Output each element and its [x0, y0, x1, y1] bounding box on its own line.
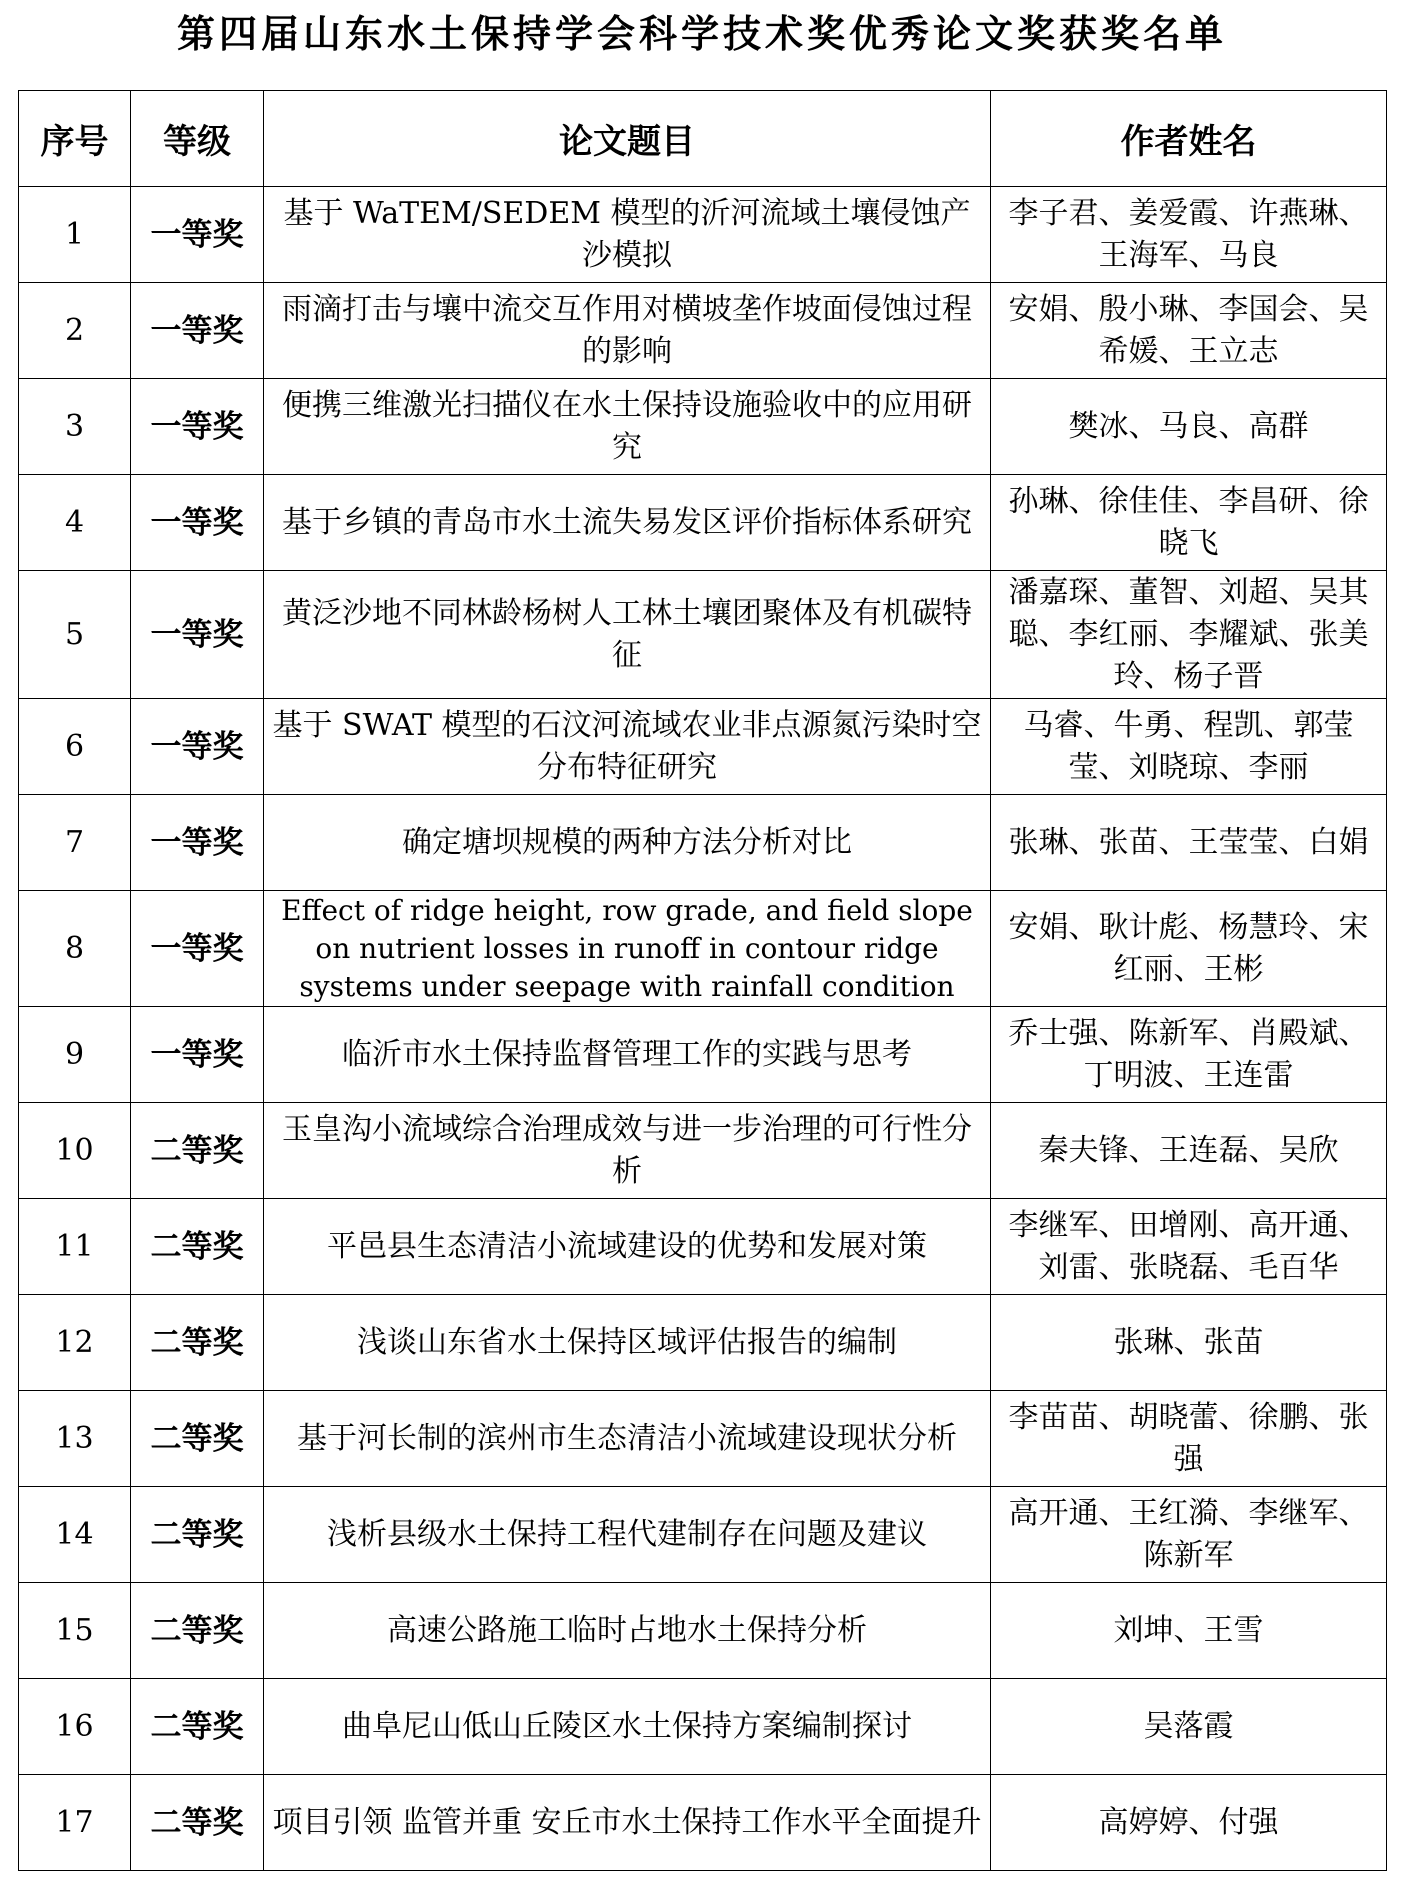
- row-level: 一等奖: [131, 795, 264, 891]
- row-number: 16: [19, 1679, 131, 1775]
- row-level: 一等奖: [131, 891, 264, 1007]
- table-row: [19, 1679, 1387, 1775]
- row-authors: 马睿、牛勇、程凯、郭莹莹、刘晓琼、李丽: [991, 699, 1387, 795]
- row-level: 二等奖: [131, 1487, 264, 1583]
- row-level: 一等奖: [131, 283, 264, 379]
- table-row: [19, 795, 1387, 891]
- header-number: 序号: [19, 91, 131, 187]
- row-level: 一等奖: [131, 1007, 264, 1103]
- row-level: 二等奖: [131, 1775, 264, 1871]
- row-paper-title: 平邑县生态清洁小流域建设的优势和发展对策: [264, 1199, 991, 1295]
- header-level: 等级: [131, 91, 264, 187]
- row-level: 二等奖: [131, 1679, 264, 1775]
- row-paper-title: 基于 SWAT 模型的石汶河流域农业非点源氮污染时空分布特征研究: [264, 699, 991, 795]
- row-paper-title: 雨滴打击与壤中流交互作用对横坡垄作坡面侵蚀过程的影响: [264, 283, 991, 379]
- row-number: 8: [19, 891, 131, 1007]
- row-number: 13: [19, 1391, 131, 1487]
- row-paper-title: 项目引领 监管并重 安丘市水土保持工作水平全面提升: [264, 1775, 991, 1871]
- row-authors: 吴落霞: [991, 1679, 1387, 1775]
- row-level: 二等奖: [131, 1583, 264, 1679]
- table-row: [19, 1103, 1387, 1199]
- row-paper-title: 临沂市水土保持监督管理工作的实践与思考: [264, 1007, 991, 1103]
- row-authors: 高开通、王红漪、李继军、陈新军: [991, 1487, 1387, 1583]
- row-number: 11: [19, 1199, 131, 1295]
- table-row: [19, 1775, 1387, 1871]
- row-number: 9: [19, 1007, 131, 1103]
- row-authors: 李子君、姜爱霞、许燕琳、王海军、马良: [991, 187, 1387, 283]
- row-authors: 安娟、殷小琳、李国会、吴希媛、王立志: [991, 283, 1387, 379]
- row-level: 一等奖: [131, 379, 264, 475]
- row-authors: 李苗苗、胡晓蕾、徐鹏、张强: [991, 1391, 1387, 1487]
- row-number: 15: [19, 1583, 131, 1679]
- row-paper-title: 基于 WaTEM/SEDEM 模型的沂河流域土壤侵蚀产沙模拟: [264, 187, 991, 283]
- row-paper-title: 浅析县级水土保持工程代建制存在问题及建议: [264, 1487, 991, 1583]
- row-paper-title: 浅谈山东省水土保持区域评估报告的编制: [264, 1295, 991, 1391]
- row-number: 1: [19, 187, 131, 283]
- row-paper-title: 基于河长制的滨州市生态清洁小流域建设现状分析: [264, 1391, 991, 1487]
- row-paper-title: Effect of ridge height, row grade, and field slope on nutrient losses in runoff in contour ridge systems under seepage with rainfall condition: [264, 891, 991, 1007]
- table-row: [19, 1391, 1387, 1487]
- row-authors: 安娟、耿计彪、杨慧玲、宋红丽、王彬: [991, 891, 1387, 1007]
- row-number: 12: [19, 1295, 131, 1391]
- table-row: [19, 1295, 1387, 1391]
- row-level: 一等奖: [131, 699, 264, 795]
- row-authors: 潘嘉琛、董智、刘超、吴其聪、李红丽、李耀斌、张美玲、杨子晋: [991, 571, 1387, 699]
- row-paper-title: 确定塘坝规模的两种方法分析对比: [264, 795, 991, 891]
- row-number: 4: [19, 475, 131, 571]
- table-row: [19, 571, 1387, 699]
- header-paper-title: 论文题目: [264, 91, 991, 187]
- table-row: [19, 187, 1387, 283]
- row-authors: 秦夫锋、王连磊、吴欣: [991, 1103, 1387, 1199]
- table-row: [19, 1199, 1387, 1295]
- table-row: [19, 475, 1387, 571]
- row-authors: 高婷婷、付强: [991, 1775, 1387, 1871]
- row-level: 一等奖: [131, 187, 264, 283]
- row-authors: 张琳、张苗: [991, 1295, 1387, 1391]
- row-number: 7: [19, 795, 131, 891]
- table-row: [19, 1487, 1387, 1583]
- row-level: 一等奖: [131, 571, 264, 699]
- row-number: 14: [19, 1487, 131, 1583]
- row-authors: 刘坤、王雪: [991, 1583, 1387, 1679]
- row-authors: 李继军、田增刚、高开通、刘雷、张晓磊、毛百华: [991, 1199, 1387, 1295]
- row-paper-title: 黄泛沙地不同林龄杨树人工林土壤团聚体及有机碳特征: [264, 571, 991, 699]
- row-authors: 张琳、张苗、王莹莹、白娟: [991, 795, 1387, 891]
- row-level: 一等奖: [131, 475, 264, 571]
- table-row: [19, 379, 1387, 475]
- page-title: 第四届山东水土保持学会科学技术奖优秀论文奖获奖名单: [176, 12, 1227, 56]
- row-authors: 孙琳、徐佳佳、李昌研、徐晓飞: [991, 475, 1387, 571]
- row-number: 2: [19, 283, 131, 379]
- row-paper-title: 便携三维激光扫描仪在水土保持设施验收中的应用研究: [264, 379, 991, 475]
- row-number: 3: [19, 379, 131, 475]
- table-row: [19, 283, 1387, 379]
- row-number: 5: [19, 571, 131, 699]
- row-authors: 樊冰、马良、高群: [991, 379, 1387, 475]
- table-row: [19, 1583, 1387, 1679]
- row-level: 二等奖: [131, 1295, 264, 1391]
- header-authors: 作者姓名: [991, 91, 1387, 187]
- table-row: [19, 699, 1387, 795]
- row-level: 二等奖: [131, 1199, 264, 1295]
- row-level: 二等奖: [131, 1391, 264, 1487]
- row-level: 二等奖: [131, 1103, 264, 1199]
- row-paper-title: 曲阜尼山低山丘陵区水土保持方案编制探讨: [264, 1679, 991, 1775]
- awards-table: [18, 90, 1387, 1871]
- row-paper-title: 基于乡镇的青岛市水土流失易发区评价指标体系研究: [264, 475, 991, 571]
- table-row: [19, 1007, 1387, 1103]
- row-paper-title: 高速公路施工临时占地水土保持分析: [264, 1583, 991, 1679]
- row-number: 17: [19, 1775, 131, 1871]
- table-row: [19, 891, 1387, 1007]
- row-paper-title: 玉皇沟小流域综合治理成效与进一步治理的可行性分析: [264, 1103, 991, 1199]
- row-number: 10: [19, 1103, 131, 1199]
- row-authors: 乔士强、陈新军、肖殿斌、丁明波、王连雷: [991, 1007, 1387, 1103]
- table-header-row: [19, 91, 1387, 187]
- row-number: 6: [19, 699, 131, 795]
